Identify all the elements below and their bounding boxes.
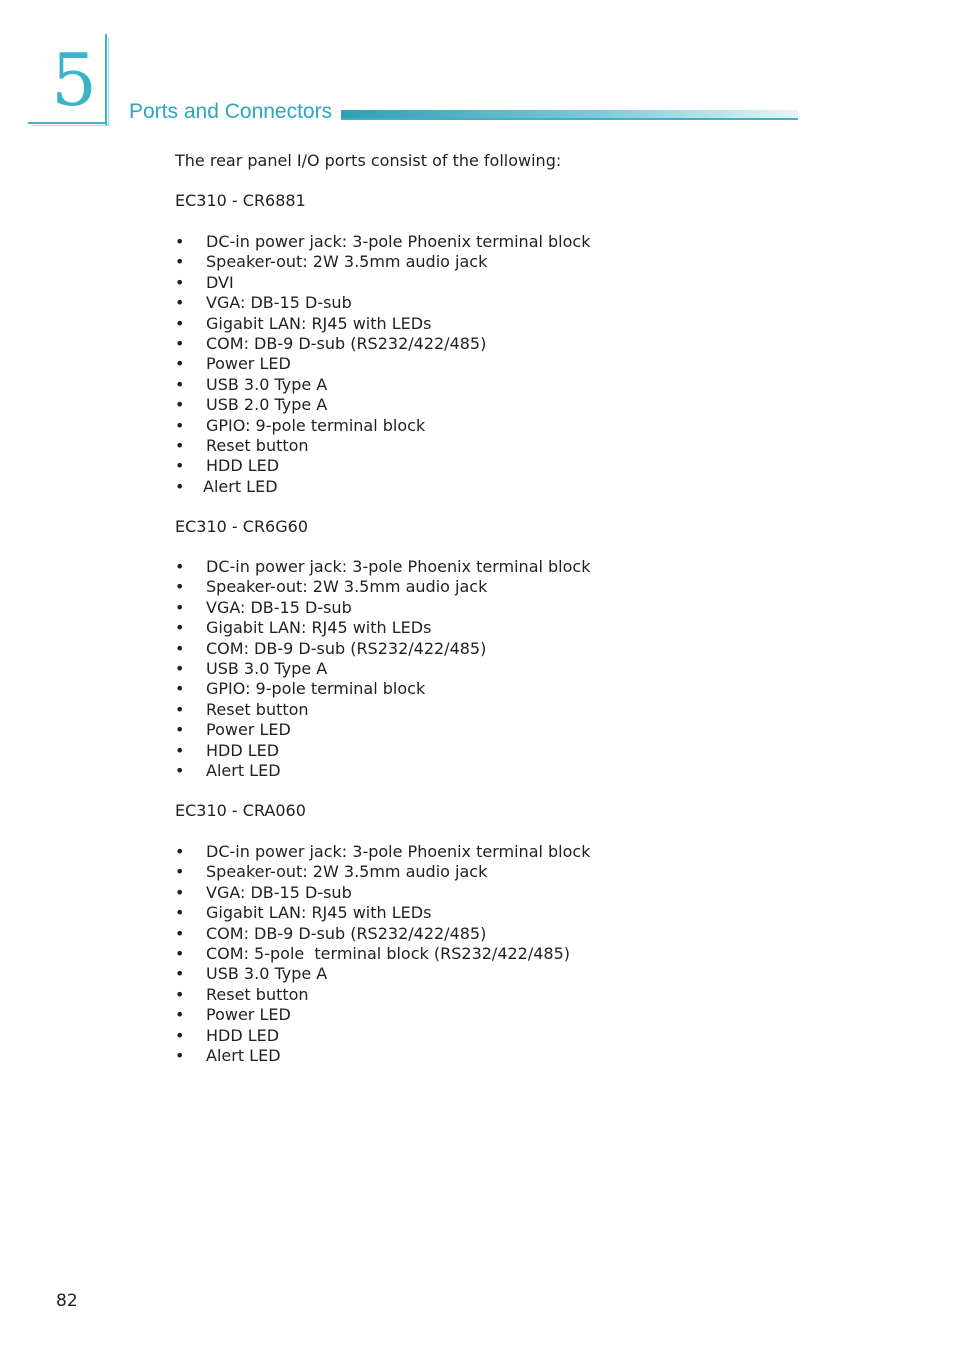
list-item [175, 1026, 590, 1046]
chapter-box-vertical-rule-light [108, 38, 109, 126]
list-item-text: USB 3.0 Type A [206, 964, 328, 984]
section-heading: EC310 - CR6881 [175, 191, 306, 210]
list-item-text: COM: DB-9 D-sub (RS232/422/485) [206, 923, 487, 943]
list-item-text: USB 3.0 Type A [206, 658, 328, 678]
list-item [175, 232, 590, 252]
bullet-icon: • [175, 984, 185, 1004]
bullet-icon: • [175, 638, 185, 658]
list-item [175, 598, 590, 618]
bullet-icon: • [175, 760, 185, 780]
list-item-text: Reset button [206, 984, 309, 1004]
list-item [175, 252, 590, 272]
chapter-box-horizontal-rule-light [32, 125, 108, 126]
list-item [175, 557, 590, 577]
list-item-text: Gigabit LAN: RJ45 with LEDs [206, 313, 432, 333]
bullet-icon: • [175, 557, 185, 576]
bullet-icon: • [175, 699, 185, 719]
list-item-text: VGA: DB-15 D-sub [206, 293, 352, 313]
list-item [175, 375, 590, 395]
bullet-icon: • [175, 415, 185, 435]
bullet-icon: • [175, 435, 185, 455]
list-item-text: HDD LED [206, 456, 280, 476]
bullet-icon: • [175, 252, 185, 272]
list-item-text: GPIO: 9-pole terminal block [206, 415, 426, 435]
list-item-text: Speaker-out: 2W 3.5mm audio jack [206, 862, 488, 882]
bullet-icon: • [175, 476, 185, 496]
bullet-icon: • [175, 272, 185, 292]
list-item-text: COM: DB-9 D-sub (RS232/422/485) [206, 638, 487, 658]
chapter-number-box [28, 34, 110, 128]
list-item [175, 985, 590, 1005]
bullet-icon: • [175, 333, 185, 353]
port-list [175, 842, 590, 1066]
list-item [175, 618, 590, 638]
list-item-text: Speaker-out: 2W 3.5mm audio jack [206, 252, 488, 272]
list-item-text: DC-in power jack: 3-pole Phoenix terminal block [206, 842, 591, 861]
list-item [175, 659, 590, 679]
list-item [175, 761, 590, 781]
list-item [175, 679, 590, 699]
list-item-text: USB 3.0 Type A [206, 374, 328, 394]
list-item [175, 1005, 590, 1025]
bullet-icon: • [175, 658, 185, 678]
list-item-text: VGA: DB-15 D-sub [206, 882, 352, 902]
list-item [175, 639, 590, 659]
list-item [175, 293, 590, 313]
list-item-text: Gigabit LAN: RJ45 with LEDs [206, 618, 432, 638]
list-item [175, 883, 590, 903]
list-item-text: Power LED [206, 1005, 291, 1025]
bullet-icon: • [175, 618, 185, 638]
list-item [175, 862, 590, 882]
bullet-icon: • [175, 293, 185, 313]
list-item [175, 416, 590, 436]
list-item-text: COM: DB-9 D-sub (RS232/422/485) [206, 333, 487, 353]
list-item-text: Alert LED [206, 1045, 281, 1065]
list-item [175, 700, 590, 720]
bullet-icon: • [175, 354, 185, 374]
bullet-icon: • [175, 1045, 185, 1065]
list-item [175, 456, 590, 476]
list-item-text: USB 2.0 Type A [206, 395, 328, 415]
section-heading: EC310 - CRA060 [175, 801, 306, 820]
bullet-icon: • [175, 882, 185, 902]
page-number: 82 [56, 1291, 78, 1311]
chapter-box-vertical-rule [105, 34, 107, 126]
list-item [175, 436, 590, 456]
bullet-icon: • [175, 964, 185, 984]
list-item [175, 842, 590, 862]
chapter-box-horizontal-rule [28, 122, 107, 124]
list-item [175, 903, 590, 923]
list-item-text: DC-in power jack: 3-pole Phoenix terminal block [206, 557, 591, 576]
list-item-text: Gigabit LAN: RJ45 with LEDs [206, 903, 432, 923]
bullet-icon: • [175, 923, 185, 943]
chapter-title-gradient-bar [341, 110, 798, 118]
list-item-text: VGA: DB-15 D-sub [206, 597, 352, 617]
chapter-title-underline [341, 118, 798, 120]
list-item [175, 273, 590, 293]
bullet-icon: • [175, 679, 185, 699]
list-item [175, 720, 590, 740]
list-item [175, 964, 590, 984]
bullet-icon: • [175, 232, 185, 251]
list-item-text: DC-in power jack: 3-pole Phoenix terminal block [206, 232, 591, 251]
port-list [175, 557, 590, 781]
list-item-text: Reset button [206, 435, 309, 455]
list-item [175, 334, 590, 354]
list-item-text: Power LED [206, 720, 291, 740]
bullet-icon: • [175, 577, 185, 597]
list-item [175, 741, 590, 761]
list-item [175, 924, 590, 944]
bullet-icon: • [175, 740, 185, 760]
bullet-icon: • [175, 842, 185, 861]
list-item [175, 314, 590, 334]
bullet-icon: • [175, 862, 185, 882]
list-item-text: Speaker-out: 2W 3.5mm audio jack [206, 577, 488, 597]
list-item-text: Power LED [206, 354, 291, 374]
chapter-number: 5 [51, 38, 97, 122]
list-item-text: Alert LED [206, 760, 281, 780]
port-list [175, 232, 590, 497]
bullet-icon: • [175, 720, 185, 740]
section-heading: EC310 - CR6G60 [175, 517, 308, 536]
list-item-text: DVI [206, 272, 234, 292]
list-item-text: Alert LED [203, 476, 278, 496]
bullet-icon: • [175, 374, 185, 394]
list-item-text: GPIO: 9-pole terminal block [206, 679, 426, 699]
list-item [175, 395, 590, 415]
bullet-icon: • [175, 1005, 185, 1025]
list-item [175, 577, 590, 597]
list-item-text: HDD LED [206, 740, 280, 760]
bullet-icon: • [175, 1025, 185, 1045]
bullet-icon: • [175, 456, 185, 476]
list-item-text: COM: 5-pole terminal block (RS232/422/485) [206, 943, 571, 963]
list-item-text: HDD LED [206, 1025, 280, 1045]
list-item [175, 354, 590, 374]
bullet-icon: • [175, 395, 185, 415]
list-item [175, 944, 590, 964]
bullet-icon: • [175, 943, 185, 963]
bullet-icon: • [175, 903, 185, 923]
list-item-text: Reset button [206, 699, 309, 719]
list-item [175, 477, 590, 497]
bullet-icon: • [175, 313, 185, 333]
intro-paragraph: The rear panel I/O ports consist of the following: [175, 151, 562, 170]
chapter-title: Ports and Connectors [129, 100, 333, 123]
list-item [175, 1046, 590, 1066]
bullet-icon: • [175, 597, 185, 617]
